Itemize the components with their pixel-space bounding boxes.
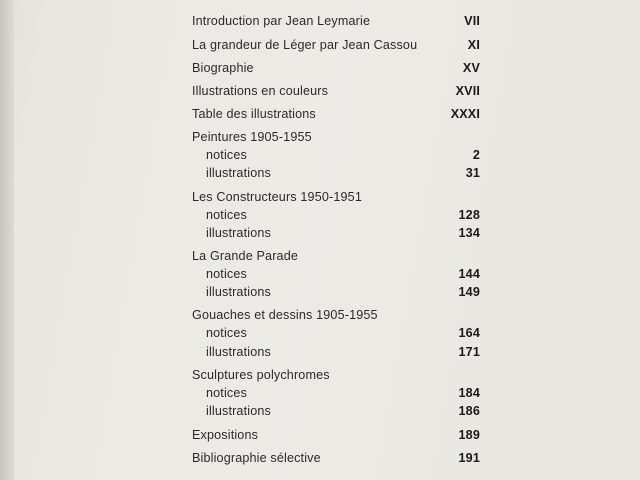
toc-entry-introduction bbox=[192, 12, 480, 30]
page-gutter bbox=[0, 0, 14, 480]
toc-entry-label: notices bbox=[206, 326, 247, 340]
toc-entry-label: illustrations bbox=[206, 345, 271, 359]
toc-entry-expositions bbox=[192, 426, 480, 444]
toc-section-sculptures bbox=[192, 366, 480, 384]
toc-entry-bibliographie bbox=[192, 449, 480, 467]
toc-entry-label: notices bbox=[206, 267, 247, 281]
toc-subentry bbox=[192, 146, 480, 164]
toc-entry-label: Illustrations en couleurs bbox=[192, 84, 329, 98]
toc-entry-label: illustrations bbox=[206, 226, 271, 240]
toc-entry-label: Expositions bbox=[192, 428, 259, 442]
toc-entry-page: VII bbox=[464, 14, 480, 28]
toc-entry-page: 31 bbox=[465, 166, 480, 180]
toc-entry-page: 184 bbox=[458, 386, 480, 400]
toc-entry-table-illustrations bbox=[192, 105, 480, 123]
toc-entry-page: XV bbox=[462, 61, 480, 75]
toc-entry-page: 134 bbox=[458, 226, 480, 240]
toc-entry-label: illustrations bbox=[206, 166, 271, 180]
toc-section-label: Les Constructeurs 1950-1951 bbox=[192, 190, 362, 204]
toc-entry-page: 186 bbox=[458, 404, 480, 418]
toc-entry-label: Introduction par Jean Leymarie bbox=[192, 14, 371, 28]
toc-subentry bbox=[192, 384, 480, 402]
toc-entry-label: illustrations bbox=[206, 404, 271, 418]
toc-entry-label: Table des illustrations bbox=[192, 107, 316, 121]
toc-section-gouaches bbox=[192, 306, 480, 324]
toc-entry-page: XVII bbox=[455, 84, 480, 98]
table-of-contents bbox=[192, 0, 480, 480]
toc-subentry bbox=[192, 283, 480, 301]
toc-entry-page: 164 bbox=[458, 326, 480, 340]
toc-subentry bbox=[192, 164, 480, 182]
toc-section-grande-parade bbox=[192, 247, 480, 265]
toc-subentry bbox=[192, 224, 480, 242]
toc-entry-label: Bibliographie sélective bbox=[192, 451, 321, 465]
toc-entry-page: 144 bbox=[458, 267, 480, 281]
toc-entry-illustrations-couleurs bbox=[192, 82, 480, 100]
toc-subentry bbox=[192, 343, 480, 361]
toc-section-label: Sculptures polychromes bbox=[192, 368, 330, 382]
toc-subentry bbox=[192, 206, 480, 224]
toc-entry-label: notices bbox=[206, 386, 247, 400]
toc-entry-page: 2 bbox=[472, 148, 480, 162]
toc-entry-page: XXXI bbox=[450, 107, 480, 121]
toc-subentry bbox=[192, 265, 480, 283]
toc-entry-biographie bbox=[192, 59, 480, 77]
toc-entry-label: La grandeur de Léger par Jean Cassou bbox=[192, 38, 418, 52]
toc-section-label: Gouaches et dessins 1905-1955 bbox=[192, 308, 378, 322]
toc-subentry bbox=[192, 324, 480, 342]
toc-entry-page: 171 bbox=[458, 345, 480, 359]
toc-entry-label: notices bbox=[206, 208, 247, 222]
toc-entry-page: 128 bbox=[458, 208, 480, 222]
toc-entry-page: 149 bbox=[458, 285, 480, 299]
toc-entry-page: 189 bbox=[458, 428, 480, 442]
toc-entry-grandeur bbox=[192, 36, 480, 54]
toc-section-peintures bbox=[192, 128, 480, 146]
toc-entry-label: illustrations bbox=[206, 285, 271, 299]
toc-subentry bbox=[192, 402, 480, 420]
toc-section-label: Peintures 1905-1955 bbox=[192, 130, 312, 144]
toc-entry-page: XI bbox=[467, 38, 480, 52]
toc-section-constructeurs bbox=[192, 188, 480, 206]
toc-entry-label: notices bbox=[206, 148, 247, 162]
toc-entry-label: Biographie bbox=[192, 61, 254, 75]
toc-section-label: La Grande Parade bbox=[192, 249, 299, 263]
toc-entry-page: 191 bbox=[458, 451, 480, 465]
